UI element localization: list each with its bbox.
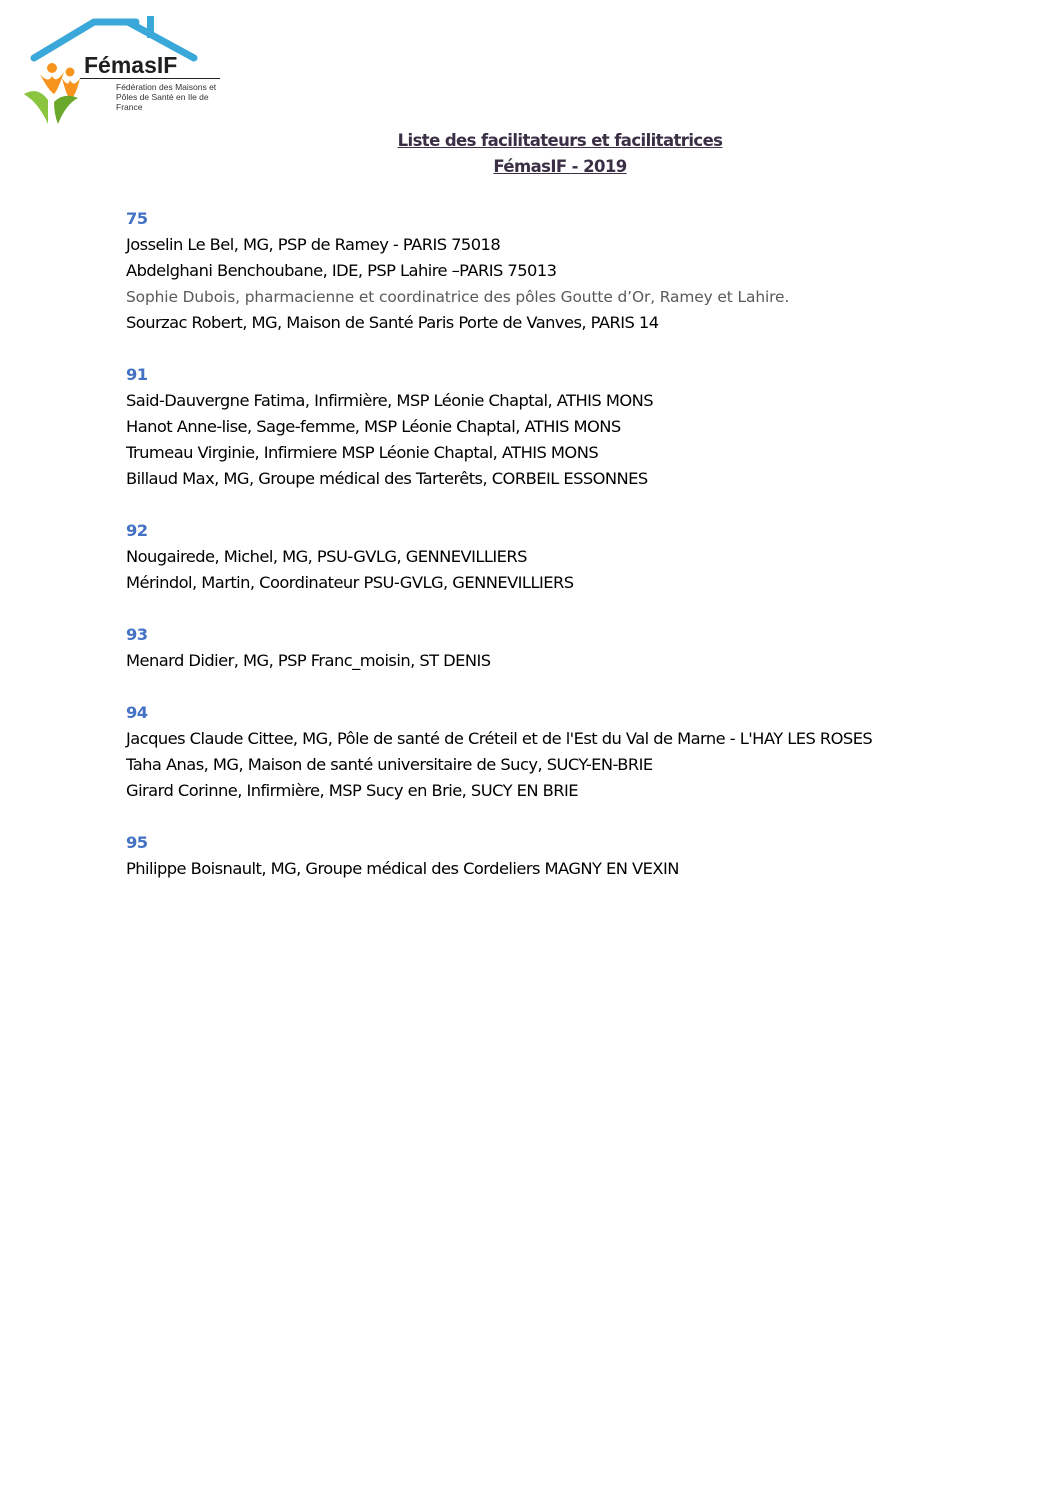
department-number: 92 xyxy=(126,521,148,540)
logo-subtitle-line1: Fédération des Maisons et xyxy=(116,82,217,92)
page-title: Liste des facilitateurs et facilitatrices xyxy=(397,131,723,150)
list-item: Trumeau Virginie, Infirmiere MSP Léonie Chaptal, ATHIS MONS xyxy=(126,443,599,462)
logo-underline xyxy=(80,78,220,79)
department-number: 93 xyxy=(126,625,148,644)
department-number: 75 xyxy=(126,209,148,228)
list-item: Taha Anas, MG, Maison de santé universitaire de Sucy, SUCY-EN-BRIE xyxy=(126,755,653,774)
list-item: Hanot Anne-lise, Sage-femme, MSP Léonie Chaptal, ATHIS MONS xyxy=(126,417,621,436)
logo-subtitle-line2: Pôles de Santé en Ile de France xyxy=(116,92,209,112)
page-subtitle: FémasIF - 2019 xyxy=(493,157,627,176)
section-91 xyxy=(126,362,1026,492)
list-item: Billaud Max, MG, Groupe médical des Tarterêts, CORBEIL ESSONNES xyxy=(126,469,648,488)
list-item: Nougairede, Michel, MG, PSU-GVLG, GENNEVILLIERS xyxy=(126,547,527,566)
department-number: 95 xyxy=(126,833,148,852)
list-item: Sourzac Robert, MG, Maison de Santé Paris Porte de Vanves, PARIS 14 xyxy=(126,313,659,332)
logo-brand-name: FémasIF xyxy=(84,52,178,78)
list-item: Girard Corinne, Infirmière, MSP Sucy en Brie, SUCY EN BRIE xyxy=(126,781,578,800)
list-item: Sophie Dubois, pharmacienne et coordinatrice des pôles Goutte d’Or, Ramey et Lahire. xyxy=(126,288,790,306)
logo-subtitle xyxy=(116,82,228,112)
list-item: Said-Dauvergne Fatima, Infirmière, MSP Léonie Chaptal, ATHIS MONS xyxy=(126,391,654,410)
section-93 xyxy=(126,622,1026,674)
department-number: 94 xyxy=(126,703,148,722)
person-head-icon xyxy=(47,63,57,73)
list-item: Abdelghani Benchoubane, IDE, PSP Lahire –PARIS 75013 xyxy=(126,261,557,280)
list-item: Jacques Claude Cittee, MG, Pôle de santé de Créteil et de l'Est du Val de Marne - L'HAY LES ROSES xyxy=(126,729,873,748)
section-94 xyxy=(126,700,1026,804)
section-92 xyxy=(126,518,1026,596)
list-item: Philippe Boisnault, MG, Groupe médical des Cordeliers MAGNY EN VEXIN xyxy=(126,859,679,878)
section-75 xyxy=(126,206,1026,336)
femasif-logo xyxy=(18,14,228,129)
section-95 xyxy=(126,830,1026,882)
list-item: Menard Didier, MG, PSP Franc_moisin, ST DENIS xyxy=(126,651,491,670)
list-item: Josselin Le Bel, MG, PSP de Ramey - PARIS 75018 xyxy=(126,235,501,254)
department-number: 91 xyxy=(126,365,148,384)
facilitators-list xyxy=(126,206,1026,908)
list-item: Mérindol, Martin, Coordinateur PSU-GVLG, GENNEVILLIERS xyxy=(126,573,574,592)
